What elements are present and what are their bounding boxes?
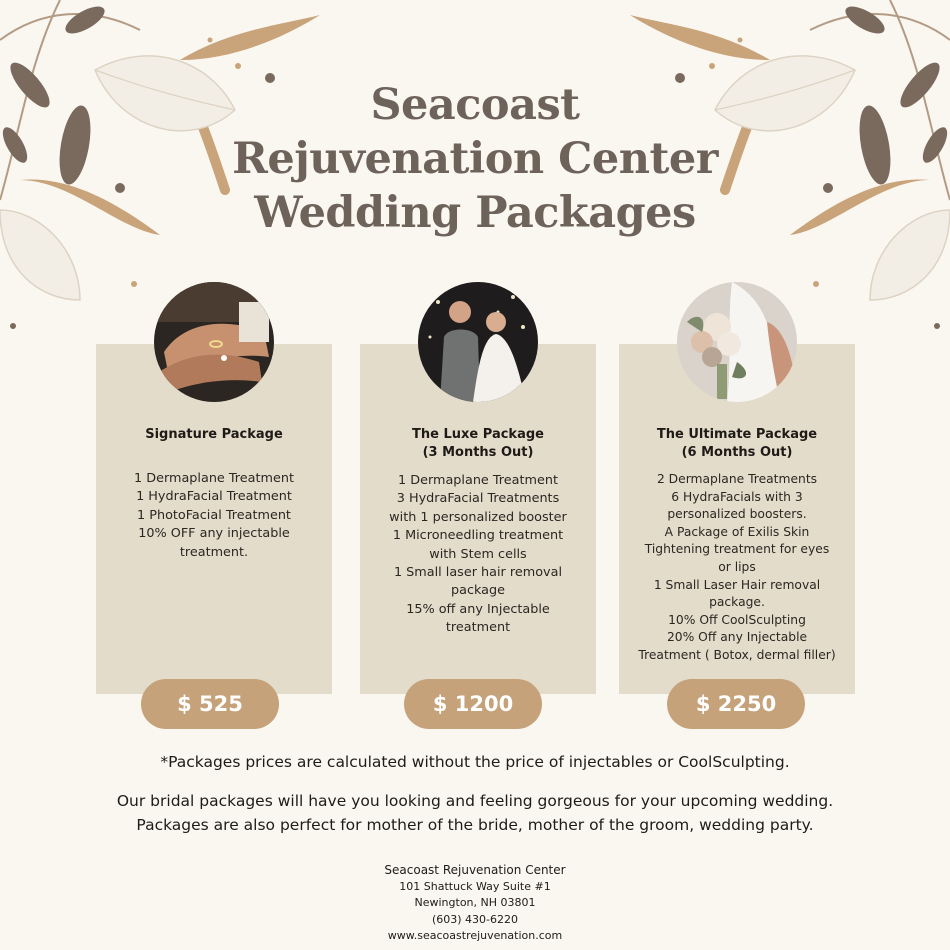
address-line-2: Newington, NH 03801 <box>414 896 536 909</box>
hands-rings-photo <box>154 282 274 402</box>
feature-item: 20% Off any Injectable <box>666 630 808 645</box>
title-line: Rejuvenation Center <box>232 134 718 184</box>
price-badge-signature: $ 525 <box>141 679 279 729</box>
feature-item: 1 Microneedling treatment <box>392 528 564 544</box>
package-title-line: Signature Package <box>145 427 283 442</box>
phone-number: (603) 430-6220 <box>431 912 519 926</box>
feature-item: 1 Small Laser Hair removal <box>653 577 821 592</box>
page-title <box>0 78 950 240</box>
feature-item: Tightening treatment for eyes <box>644 542 830 557</box>
feature-item: 1 Dermaplane Treatment <box>398 473 558 488</box>
package-title-line: The Ultimate Package <box>656 427 818 442</box>
pricing-note: *Packages prices are calculated without the price of injectables or CoolSculpting. <box>160 753 790 771</box>
feature-item: with Stem cells <box>429 546 527 562</box>
feature-item: package <box>450 583 506 599</box>
package-title <box>360 426 596 462</box>
website-link[interactable]: www.seacoastrejuvenation.com <box>387 929 563 942</box>
feature-list <box>619 471 855 665</box>
package-title <box>619 426 855 462</box>
price-badge-luxe: $ 1200 <box>404 679 542 729</box>
feature-item: 1 Dermaplane Treatment <box>134 471 294 486</box>
feature-item: with 1 personalized booster <box>389 509 567 525</box>
bouquet-photo <box>677 282 797 402</box>
feature-item: or lips <box>718 559 756 574</box>
package-title-line: (6 Months Out) <box>681 445 793 460</box>
address-line-1: 101 Shattuck Way Suite #1 <box>399 879 551 893</box>
feature-list <box>96 470 332 562</box>
title-line: Wedding Packages <box>254 188 696 238</box>
description-line: Packages are also perfect for mother of the bride, mother of the groom, wedding party. <box>136 816 814 834</box>
package-card-ultimate <box>619 344 855 694</box>
description-line: Our bridal packages will have you looking and feeling gorgeous for your upcoming wedding. <box>116 792 834 810</box>
business-name: Seacoast Rejuvenation Center <box>384 863 566 877</box>
description <box>0 789 950 837</box>
feature-item: 10% OFF any injectable <box>138 526 290 542</box>
feature-item: A Package of Exilis Skin <box>664 524 810 539</box>
bride-groom-photo <box>418 282 538 402</box>
price-badge-ultimate: $ 2250 <box>667 679 805 729</box>
package-card-luxe <box>360 344 596 694</box>
feature-item: 1 Small laser hair removal <box>393 565 563 581</box>
feature-item: treatment. <box>179 544 249 560</box>
package-card-signature <box>96 344 332 694</box>
feature-item: 3 HydraFacial Treatments <box>396 491 560 507</box>
feature-item: 2 Dermaplane Treatments <box>656 472 818 486</box>
package-title-line: The Luxe Package <box>412 427 544 442</box>
package-title <box>96 426 332 444</box>
feature-item: 1 PhotoFacial Treatment <box>137 507 291 523</box>
feature-item: 15% off any Injectable <box>406 601 550 617</box>
feature-item: 10% Off CoolSculpting <box>668 612 806 627</box>
title-line: Seacoast <box>370 80 580 130</box>
feature-item: Treatment ( Botox, dermal filler) <box>638 647 836 662</box>
feature-item: package. <box>709 595 765 610</box>
feature-item: treatment <box>445 620 511 636</box>
feature-item: 1 HydraFacial Treatment <box>136 489 292 505</box>
package-title-line: (3 Months Out) <box>422 445 534 460</box>
feature-item: 6 HydraFacials with 3 <box>671 489 803 504</box>
contact-info <box>0 862 950 945</box>
feature-list <box>360 472 596 638</box>
feature-item: personalized boosters. <box>667 507 807 522</box>
